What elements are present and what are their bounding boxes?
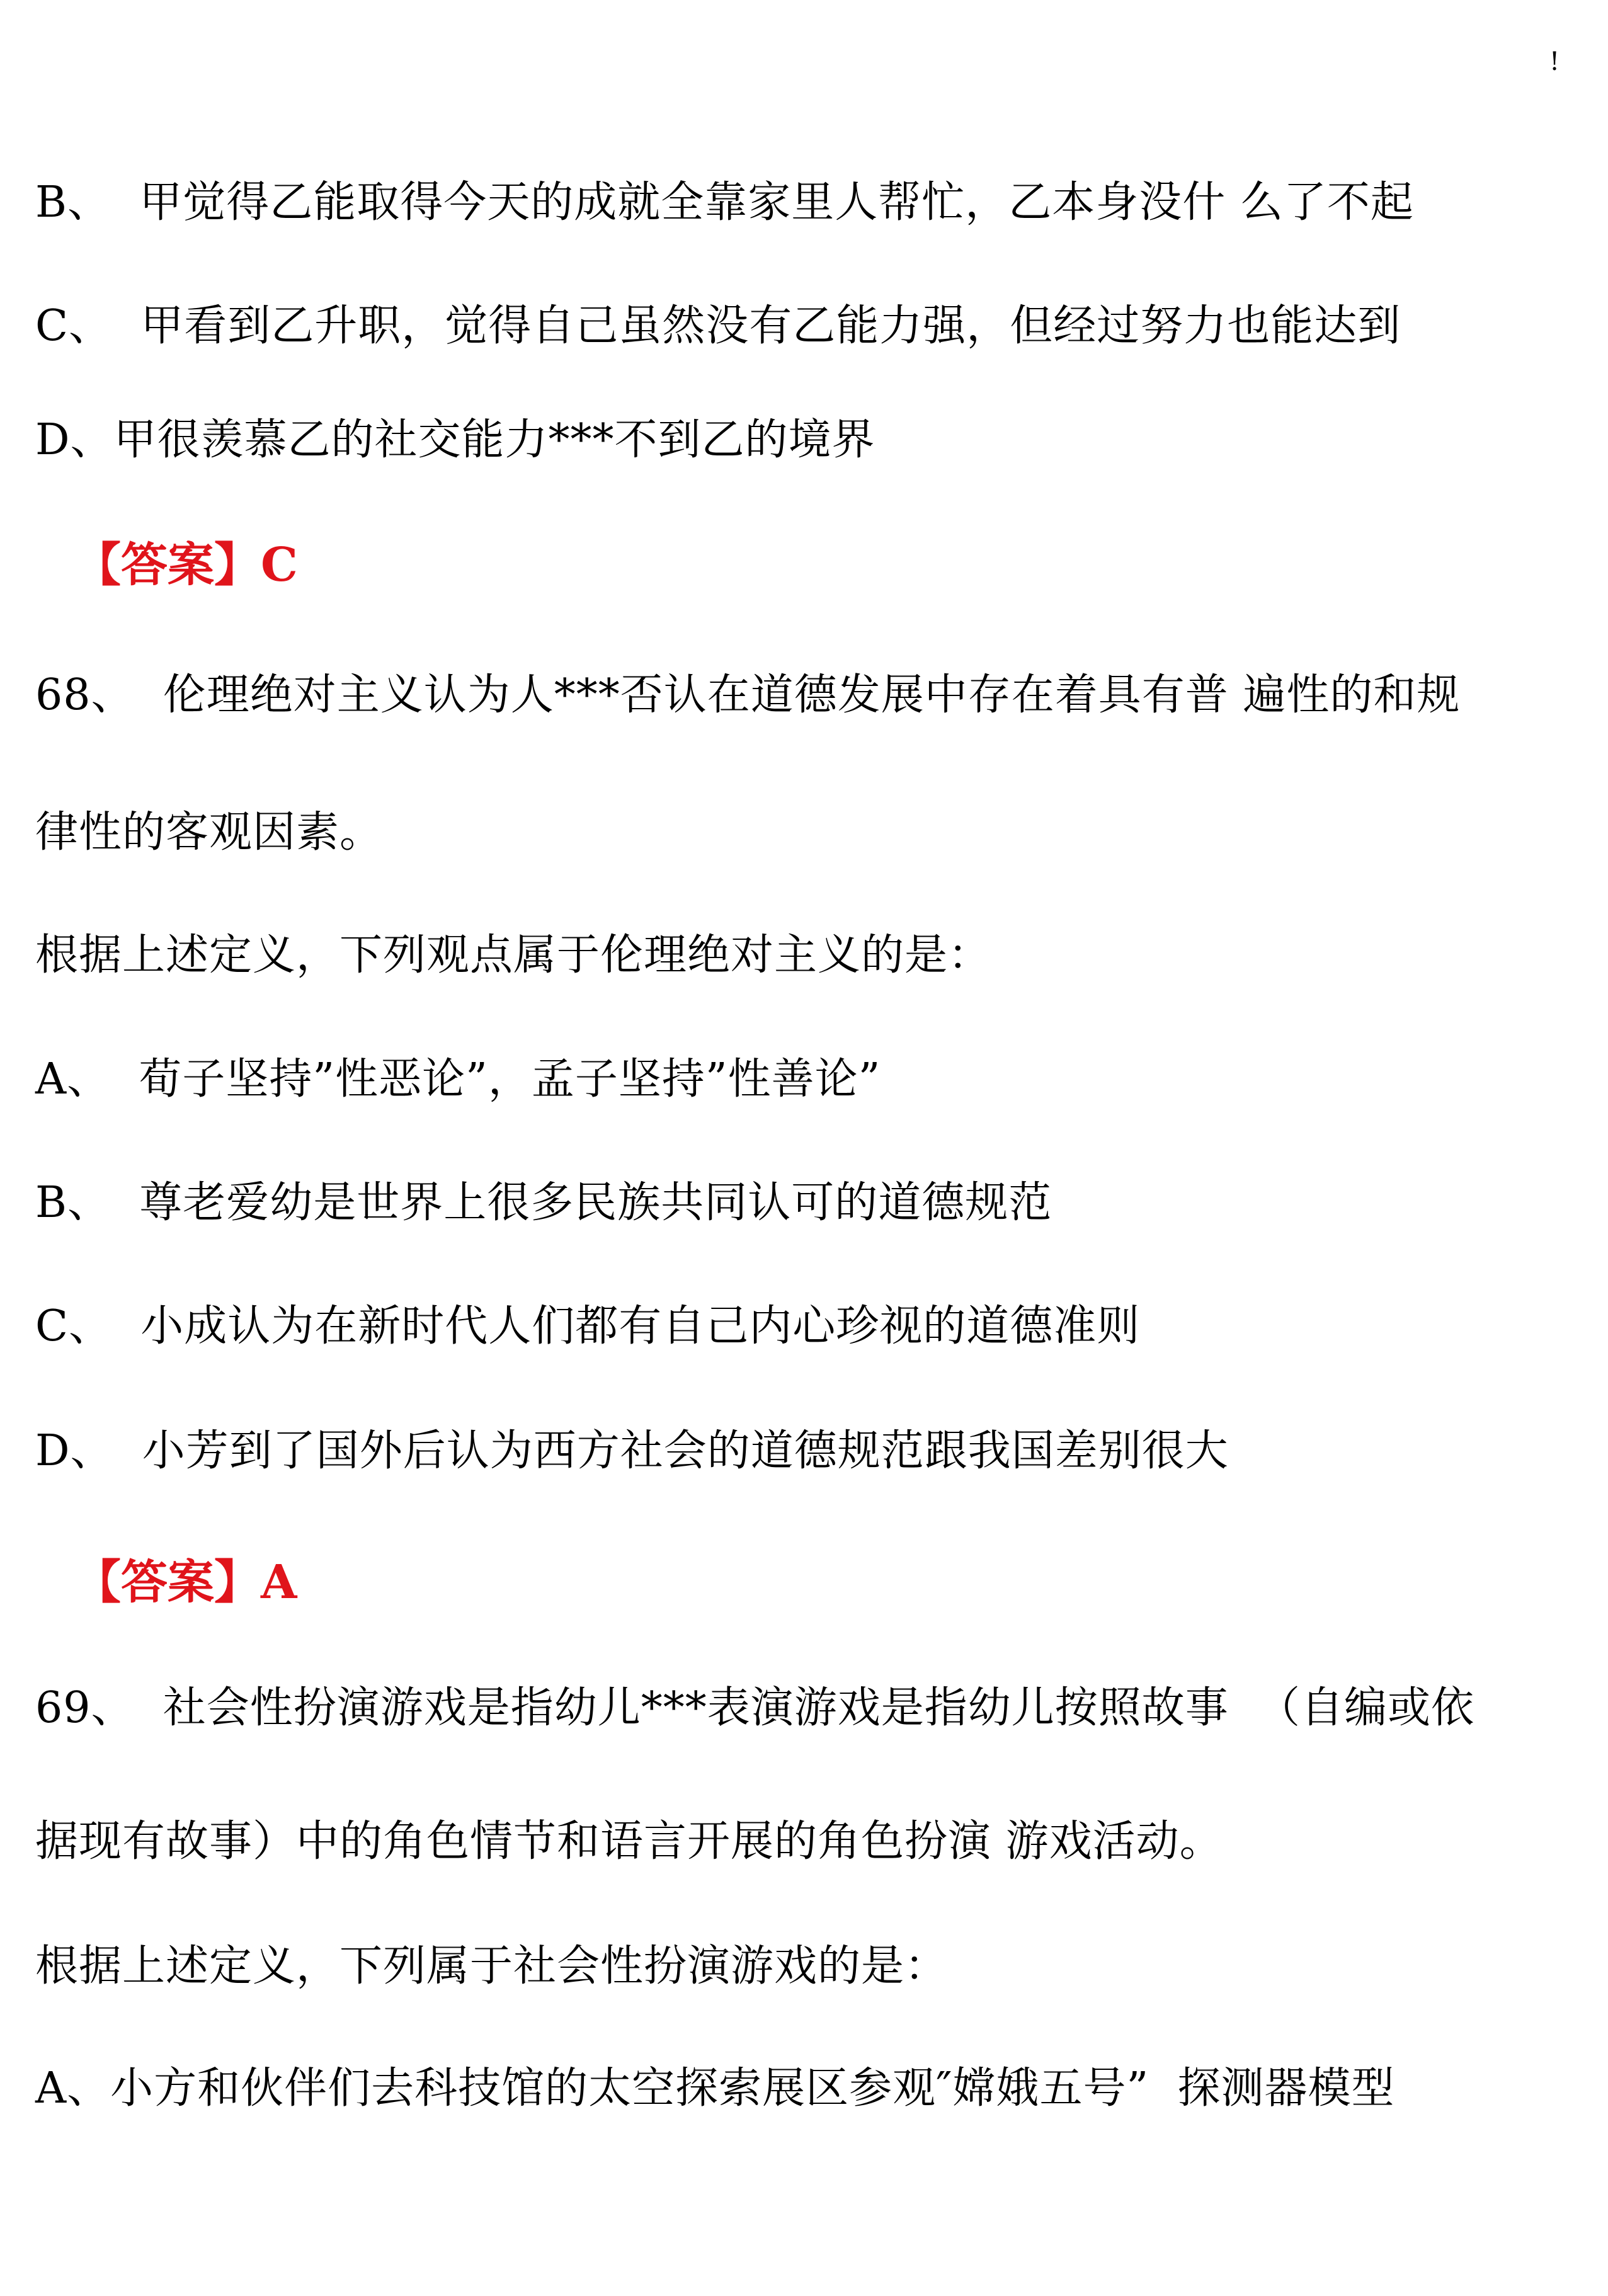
option-a-line: A、小方和伙伴们去科技馆的太空探索展区参观″嫦娥五号” 探测器模型 bbox=[35, 2064, 1395, 2113]
option-d-line: D、甲很羡慕乙的社交能力***不到乙的境界 bbox=[35, 415, 875, 465]
option-c-line: C、 甲看到乙升职，觉得自己虽然没有乙能力强，但经过努力也能达到 bbox=[35, 301, 1401, 351]
question-68-line-continued: 律性的客观因素。 bbox=[35, 808, 384, 857]
question-69-prompt: 根据上述定义，下列属于社会性扮演游戏的是： bbox=[35, 1941, 949, 1991]
question-69-line-continued: 据现有故事）中的角色情节和语言开展的角色扮演 游戏活动。 bbox=[35, 1817, 1223, 1866]
answer-label: 【答案】C bbox=[74, 538, 298, 592]
option-d-line: D、 小芳到了国外后认为西方社会的道德规范跟我国差别很大 bbox=[35, 1426, 1229, 1476]
question-69-line: 69、 社会性扮演游戏是指幼儿***表演游戏是指幼儿按照故事 （自编或依 bbox=[35, 1683, 1474, 1733]
option-c-line: C、 小成认为在新时代人们都有自己内心珍视的道德准则 bbox=[35, 1301, 1141, 1351]
option-b-line: B、 尊老爱幼是世界上很多民族共同认可的道德规范 bbox=[35, 1178, 1052, 1228]
question-68-prompt: 根据上述定义，下列观点属于伦理绝对主义的是： bbox=[35, 930, 992, 980]
option-a-line: A、 荀子坚持”性恶论”，孟子坚持”性善论” bbox=[35, 1054, 881, 1104]
question-68-line: 68、 伦理绝对主义认为人***否认在道德发展中存在着具有普 遍性的和规 bbox=[35, 670, 1461, 720]
page-corner-mark: ! bbox=[1549, 47, 1560, 76]
option-b-line: B、 甲觉得乙能取得今天的成就全靠家里人帮忙，乙本身没什 么了不起 bbox=[35, 178, 1414, 227]
answer-label: 【答案】A bbox=[74, 1555, 297, 1609]
